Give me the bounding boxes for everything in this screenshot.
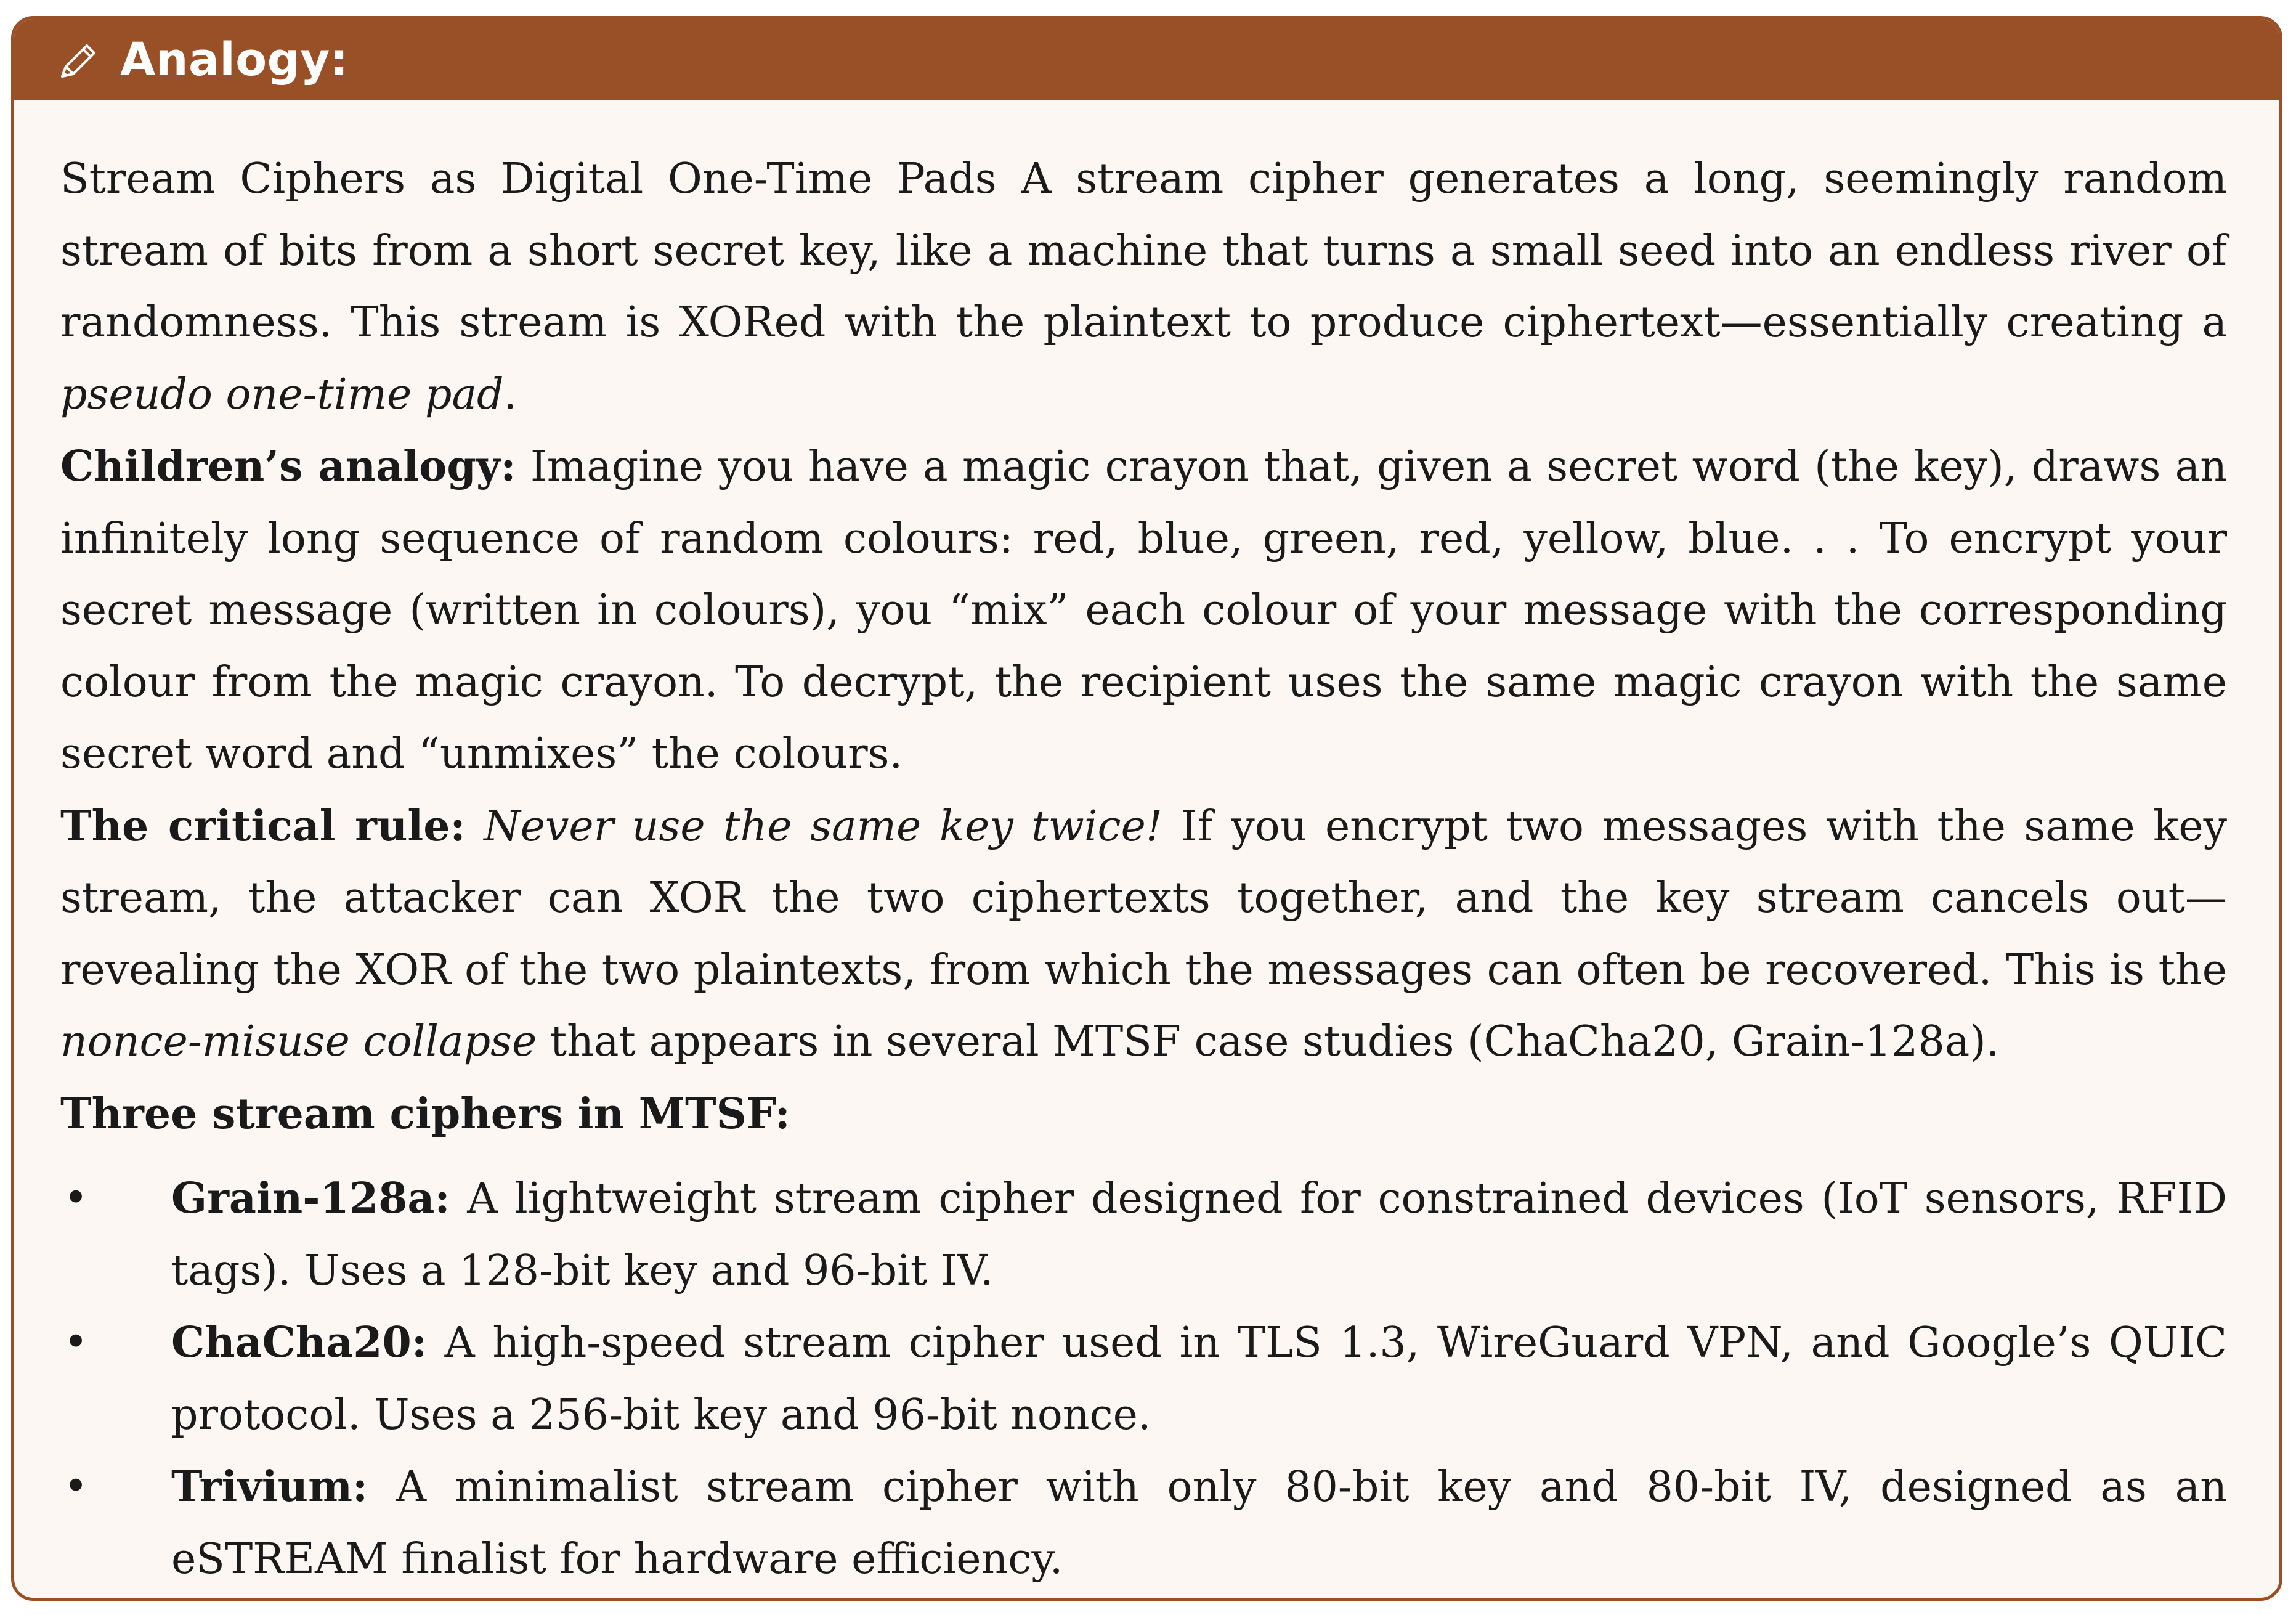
children-text: Imagine you have a magic crayon that, given a secret word (the key), draws an infinitely long sequence of random colours: red, blue, green, red, yellow, blue. . . To encrypt your secret message (written in colours), you “mix” each colour of your message with the corresponding colour from the magic crayon. To decrypt, the recipient uses the same magic crayon with the same secret word and “unmixes” the colours.	[60, 442, 2228, 778]
intro-emphasis: pseudo one-time pad	[60, 370, 504, 419]
rule-emphasis: Never use the same key twice!	[484, 802, 1163, 851]
analogy-body	[14, 100, 2279, 1598]
children-label: Children’s analogy:	[60, 442, 516, 491]
bullet-icon: •	[63, 1318, 89, 1367]
rule-emphasis-2: nonce-misuse collapse	[60, 1017, 537, 1066]
intro-end: .	[503, 370, 517, 419]
list-item	[60, 1163, 2227, 1307]
rule-label: The critical rule:	[60, 801, 466, 851]
cipher-name: ChaCha20:	[171, 1318, 427, 1367]
cipher-list	[60, 1163, 2227, 1595]
cipher-description: A minimalist stream cipher with only 80-bit key and 80-bit IV, designed as an eSTREAM finalist for hardware efficiency.	[171, 1463, 2227, 1584]
analogy-box	[11, 16, 2282, 1601]
cipher-description: A lightweight stream cipher designed for constrained devices (IoT sensors, RFID tags). Uses a 128-bit key and 96-bit IV.	[171, 1174, 2227, 1295]
bullet-icon: •	[63, 1174, 89, 1222]
cipher-name: Grain-128a:	[171, 1174, 450, 1223]
children-paragraph	[60, 431, 2227, 791]
rule-paragraph	[60, 791, 2227, 1078]
header-title: Analogy:	[120, 33, 349, 86]
list-item	[60, 1307, 2227, 1451]
intro-paragraph	[60, 144, 2227, 431]
bullet-icon: •	[63, 1462, 89, 1511]
analogy-header	[14, 19, 2279, 100]
rule-text: If you encrypt two messages with the same key stream, the attacker can XOR the two ciphertexts together, and the key stream cancels out—revealing the XOR of the two plaintexts, from which the messages can often be recovered. This is the	[60, 802, 2228, 995]
intro-text: Stream Ciphers as Digital One-Time Pads A stream cipher generates a long, seemingly random stream of bits from a short secret key, like a machine that turns a small seed into an endless river of randomness. This stream is XORed with the plaintext to produce ciphertext—essentially creating a	[60, 155, 2227, 347]
list-heading-text: Three stream ciphers in MTSF:	[60, 1089, 790, 1139]
cipher-description: A high-speed stream cipher used in TLS 1.3, WireGuard VPN, and Google’s QUIC protocol. Uses a 256-bit key and 96-bit nonce.	[171, 1319, 2227, 1439]
cipher-name: Trivium:	[171, 1462, 368, 1511]
rule-text-end: that appears in several MTSF case studies (ChaCha20, Grain-128a).	[537, 1017, 2000, 1066]
list-heading	[60, 1078, 2227, 1151]
pencil-icon	[59, 38, 102, 81]
list-item	[60, 1451, 2227, 1595]
